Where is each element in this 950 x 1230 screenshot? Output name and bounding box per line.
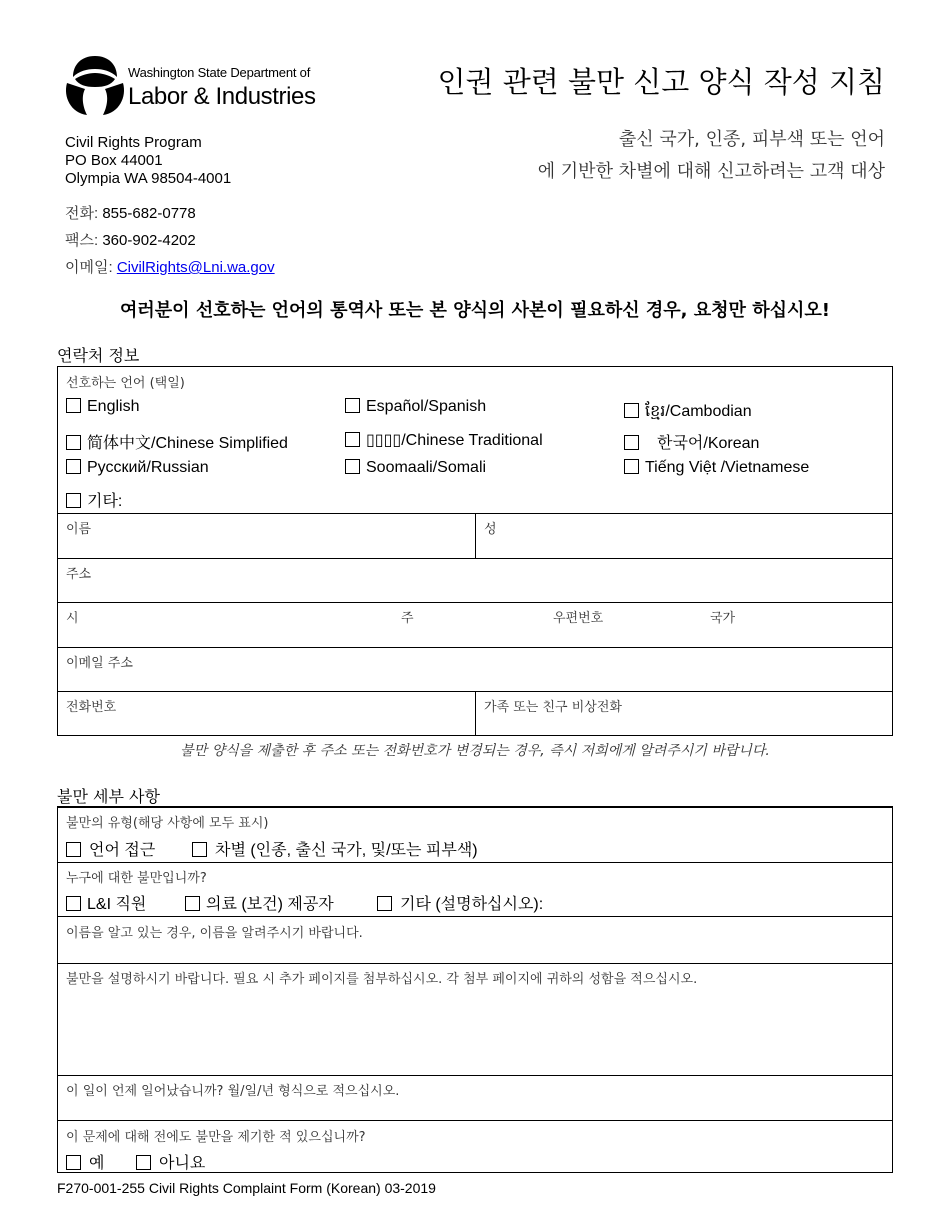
checkbox[interactable]	[624, 459, 639, 474]
lang-other-label: 기타:	[87, 493, 123, 510]
last-name-label: 성	[484, 522, 497, 537]
checkbox[interactable]	[185, 896, 200, 911]
checkbox[interactable]	[66, 459, 81, 474]
city-row[interactable]	[58, 602, 892, 647]
describe-label: 불만을 설명하시기 바랍니다. 필요 시 추가 페이지를 첨부하십시오. 각 첨부 페이지에 귀하의 성함을 적으십시오.	[66, 972, 698, 987]
checkbox[interactable]	[66, 493, 81, 508]
form-footer: F270-001-255 Civil Rights Complaint Form (Korean) 03-2019	[57, 1180, 436, 1196]
first-name-label: 이름	[66, 522, 92, 537]
complaint-type-label: 불만의 유형(해당 사항에 모두 표시)	[66, 816, 269, 831]
email-row[interactable]	[58, 647, 892, 691]
email-field-label: 이메일 주소	[66, 656, 133, 671]
address-line3: Olympia WA 98504-4001	[65, 170, 232, 187]
checkbox[interactable]	[345, 459, 360, 474]
prior-no-option[interactable]	[136, 1150, 205, 1173]
lang-cambodian-label: ខ្មែរ/Cambodian	[645, 403, 752, 420]
lang-russian-label: Русский/Russian	[87, 459, 209, 476]
who-staff-option[interactable]	[66, 891, 146, 914]
checkbox[interactable]	[136, 1155, 151, 1170]
lang-vietnamese-label: Tiếng Việt /Vietnamese	[645, 459, 810, 476]
prior-complaint-row	[58, 1120, 892, 1173]
checkbox[interactable]	[345, 432, 360, 447]
lang-cambodian-option[interactable]	[624, 400, 752, 424]
divider	[475, 692, 476, 736]
complaint-details-box	[57, 806, 893, 1173]
lang-chinese-simplified-label: 简体中文/Chinese Simplified	[87, 435, 288, 452]
address-line1: Civil Rights Program	[65, 134, 202, 151]
zip-label: 우편번호	[553, 611, 604, 626]
lang-russian-option[interactable]	[66, 459, 209, 477]
lang-other-option[interactable]	[66, 488, 122, 511]
country-label: 국가	[710, 611, 736, 626]
phone-value: 855-682-0778	[102, 205, 196, 222]
describe-row[interactable]	[58, 963, 892, 1075]
logo-line2: Labor & Industries	[128, 83, 316, 110]
checkbox[interactable]	[66, 842, 81, 857]
name-known-row[interactable]	[58, 916, 892, 963]
who-provider-option[interactable]	[185, 891, 334, 914]
type-discrimination-option[interactable]	[192, 837, 478, 860]
language-label: 선호하는 언어 (택일)	[66, 376, 185, 391]
prior-no-label: 아니요	[159, 1155, 206, 1172]
lang-english-option[interactable]	[66, 398, 139, 416]
when-row[interactable]	[58, 1075, 892, 1120]
who-row	[58, 862, 892, 916]
checkbox[interactable]	[66, 435, 81, 450]
checkbox[interactable]	[624, 435, 639, 450]
logo-line1: Washington State Department of	[128, 65, 311, 80]
when-label: 이 일이 언제 일어났습니까? 월/일/년 형식으로 적으십시오.	[66, 1084, 400, 1099]
lni-logo-icon	[63, 55, 127, 117]
contact-info-box	[57, 366, 893, 736]
prior-yes-option[interactable]	[66, 1150, 104, 1173]
lang-chinese-traditional-option[interactable]	[345, 430, 543, 450]
prior-yes-label: 예	[89, 1155, 105, 1172]
address-label: 주소	[66, 567, 92, 582]
subtitle-line1: 출신 국가, 인종, 피부색 또는 언어	[618, 129, 885, 150]
checkbox[interactable]	[192, 842, 207, 857]
name-row	[58, 513, 892, 558]
type-discrimination-label: 차별 (인종, 출신 국가, 및/또는 피부색)	[215, 842, 478, 859]
email-label: 이메일:	[65, 259, 113, 276]
who-staff-label: L&I 직원	[87, 896, 147, 913]
phone-row	[58, 691, 892, 736]
lang-korean-label: 한국어/Korean	[657, 435, 760, 452]
emergency-field-label: 가족 또는 친구 비상전화	[484, 700, 622, 715]
checkbox[interactable]	[377, 896, 392, 911]
mailing-address	[65, 134, 231, 188]
email-link[interactable]: CivilRights@Lni.wa.gov	[116, 259, 275, 276]
who-label: 누구에 대한 불만입니까?	[66, 871, 207, 886]
page-title: 인권 관련 불만 신고 양식 작성 지침	[437, 65, 885, 99]
who-other-label: 기타 (설명하십시오):	[400, 896, 544, 913]
name-known-label: 이름을 알고 있는 경우, 이름을 알려주시기 바랍니다.	[66, 926, 363, 941]
interpreter-notice: 여러분이 선호하는 언어의 통역사 또는 본 양식의 사본이 필요하신 경우, 요청만 하십시오!	[120, 300, 830, 321]
checkbox[interactable]	[345, 398, 360, 413]
lang-korean-option[interactable]	[624, 430, 759, 453]
lang-vietnamese-option[interactable]	[624, 459, 809, 477]
lang-somali-label: Soomaali/Somali	[366, 459, 487, 476]
email-line	[65, 256, 275, 277]
city-label: 시	[66, 611, 79, 626]
address-line2: PO Box 44001	[65, 152, 163, 169]
type-language-access-option[interactable]	[66, 837, 155, 860]
complaint-section-title: 불만 세부 사항	[57, 787, 160, 806]
who-other-option[interactable]	[377, 891, 543, 914]
checkbox[interactable]	[66, 1155, 81, 1170]
phone-field-label: 전화번호	[66, 700, 117, 715]
lang-english-label: English	[87, 398, 140, 415]
contact-section-title: 연락처 정보	[57, 346, 140, 365]
prior-label: 이 문제에 대해 전에도 불만을 제기한 적 있으십니까?	[66, 1130, 366, 1145]
phone-line	[65, 202, 196, 223]
subtitle-line2: 에 기반한 차별에 대해 신고하려는 고객 대상	[537, 161, 885, 182]
lang-chinese-simplified-option[interactable]	[66, 430, 288, 453]
fax-line	[65, 229, 196, 250]
address-row[interactable]	[58, 558, 892, 602]
checkbox[interactable]	[66, 398, 81, 413]
fax-value: 360-902-4202	[102, 232, 196, 249]
checkbox[interactable]	[624, 403, 639, 418]
lang-chinese-traditional-label: ▯▯▯▯/Chinese Traditional	[366, 432, 543, 449]
lni-logo	[63, 55, 333, 117]
page-subtitle	[538, 124, 885, 188]
state-label: 주	[401, 611, 414, 626]
change-notice: 불만 양식을 제출한 후 주소 또는 전화번호가 변경되는 경우, 즉시 저희에게 알려주시기 바랍니다.	[180, 743, 770, 759]
lang-spanish-label: Español/Spanish	[366, 398, 487, 415]
phone-label: 전화:	[65, 205, 99, 222]
fax-label: 팩스:	[65, 232, 99, 249]
divider	[475, 514, 476, 558]
lang-spanish-option[interactable]	[345, 398, 486, 416]
lang-somali-option[interactable]	[345, 459, 486, 477]
who-provider-label: 의료 (보건) 제공자	[206, 896, 334, 913]
type-language-access-label: 언어 접근	[89, 842, 156, 859]
checkbox[interactable]	[66, 896, 81, 911]
